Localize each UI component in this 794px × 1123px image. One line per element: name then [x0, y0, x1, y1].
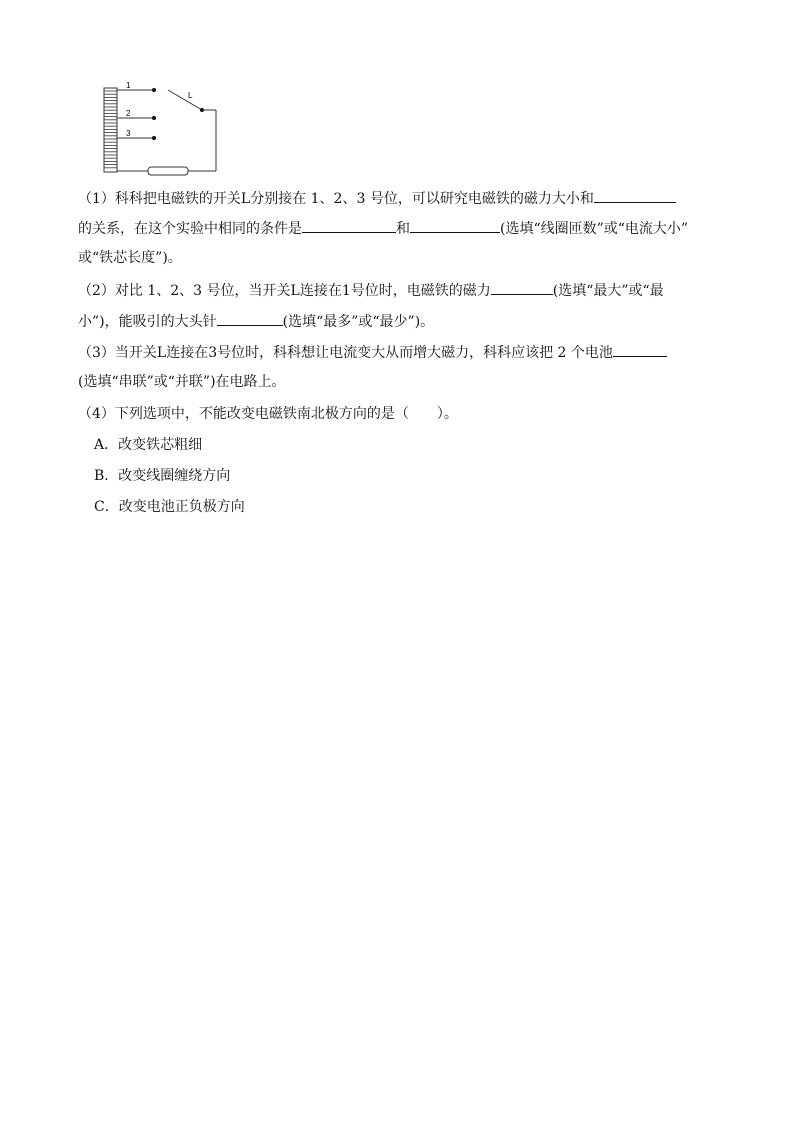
q1-text: 的关系，在这个实验中相同的条件是 — [78, 221, 302, 237]
q4-option-b[interactable] — [94, 466, 739, 486]
q1-text: （1）科科把电磁铁的开关L分别接在 1、2、3 号位，可以研究电磁铁的磁力大小和 — [78, 191, 594, 207]
q4-stem — [78, 404, 723, 424]
electromagnet-circuit-diagram — [98, 76, 222, 176]
terminal-3-label: 3 — [126, 129, 131, 138]
q1-blank-3[interactable] — [410, 218, 500, 233]
q4-text: （4）下列选项中，不能改变电磁铁南北极方向的是（ ）。 — [78, 406, 458, 422]
q2-text: （2）对比 1、2、3 号位，当开关L连接在1号位时，电磁铁的磁力 — [78, 283, 491, 299]
terminal-1-contact — [152, 88, 156, 92]
q3-line-1 — [78, 342, 723, 363]
terminal-2-contact — [152, 116, 156, 120]
q1-text: (选填“线圈匝数”或“电流大小” — [500, 221, 689, 237]
q3-text: （3）当开关L连接在3号位时，科科想让电流变大从而增大磁力，科科应该把 2 个电池 — [78, 345, 613, 361]
battery-symbol — [148, 167, 188, 175]
q4-option-a[interactable] — [94, 435, 739, 455]
q2-text: (选填“最大”或“最 — [552, 283, 664, 299]
q3-line-2 — [78, 372, 723, 392]
q2-text: 小”)，能吸引的大头针 — [78, 314, 217, 330]
q1-line-2 — [78, 218, 723, 239]
q2-line-1 — [78, 280, 723, 301]
terminal-3-contact — [152, 136, 156, 140]
q1-blank-2[interactable] — [302, 218, 396, 233]
option-label: B．改变线圈缠绕方向 — [94, 468, 231, 484]
q1-text: 和 — [396, 221, 410, 237]
q2-blank-2[interactable] — [217, 311, 283, 326]
q3-blank-1[interactable] — [613, 342, 667, 357]
q1-line-3 — [78, 248, 723, 268]
q4-option-c[interactable] — [94, 497, 739, 517]
q3-text: (选填“串联”或“并联”)在电路上。 — [78, 374, 286, 390]
switch-lever — [168, 90, 202, 110]
option-label: C．改变电池正负极方向 — [94, 499, 245, 515]
q1-blank-1[interactable] — [594, 188, 676, 203]
terminal-2-label: 2 — [126, 109, 131, 118]
q2-blank-1[interactable] — [491, 280, 553, 295]
q1-line-1 — [78, 188, 723, 209]
q1-text: 或“铁芯长度”)。 — [78, 250, 182, 266]
terminal-1-label: 1 — [126, 81, 131, 90]
option-label: A．改变铁芯粗细 — [94, 437, 203, 453]
q2-text: (选填“最多”或“最少”)。 — [282, 314, 435, 330]
switch-label: L — [188, 91, 193, 100]
q2-line-2 — [78, 311, 723, 332]
